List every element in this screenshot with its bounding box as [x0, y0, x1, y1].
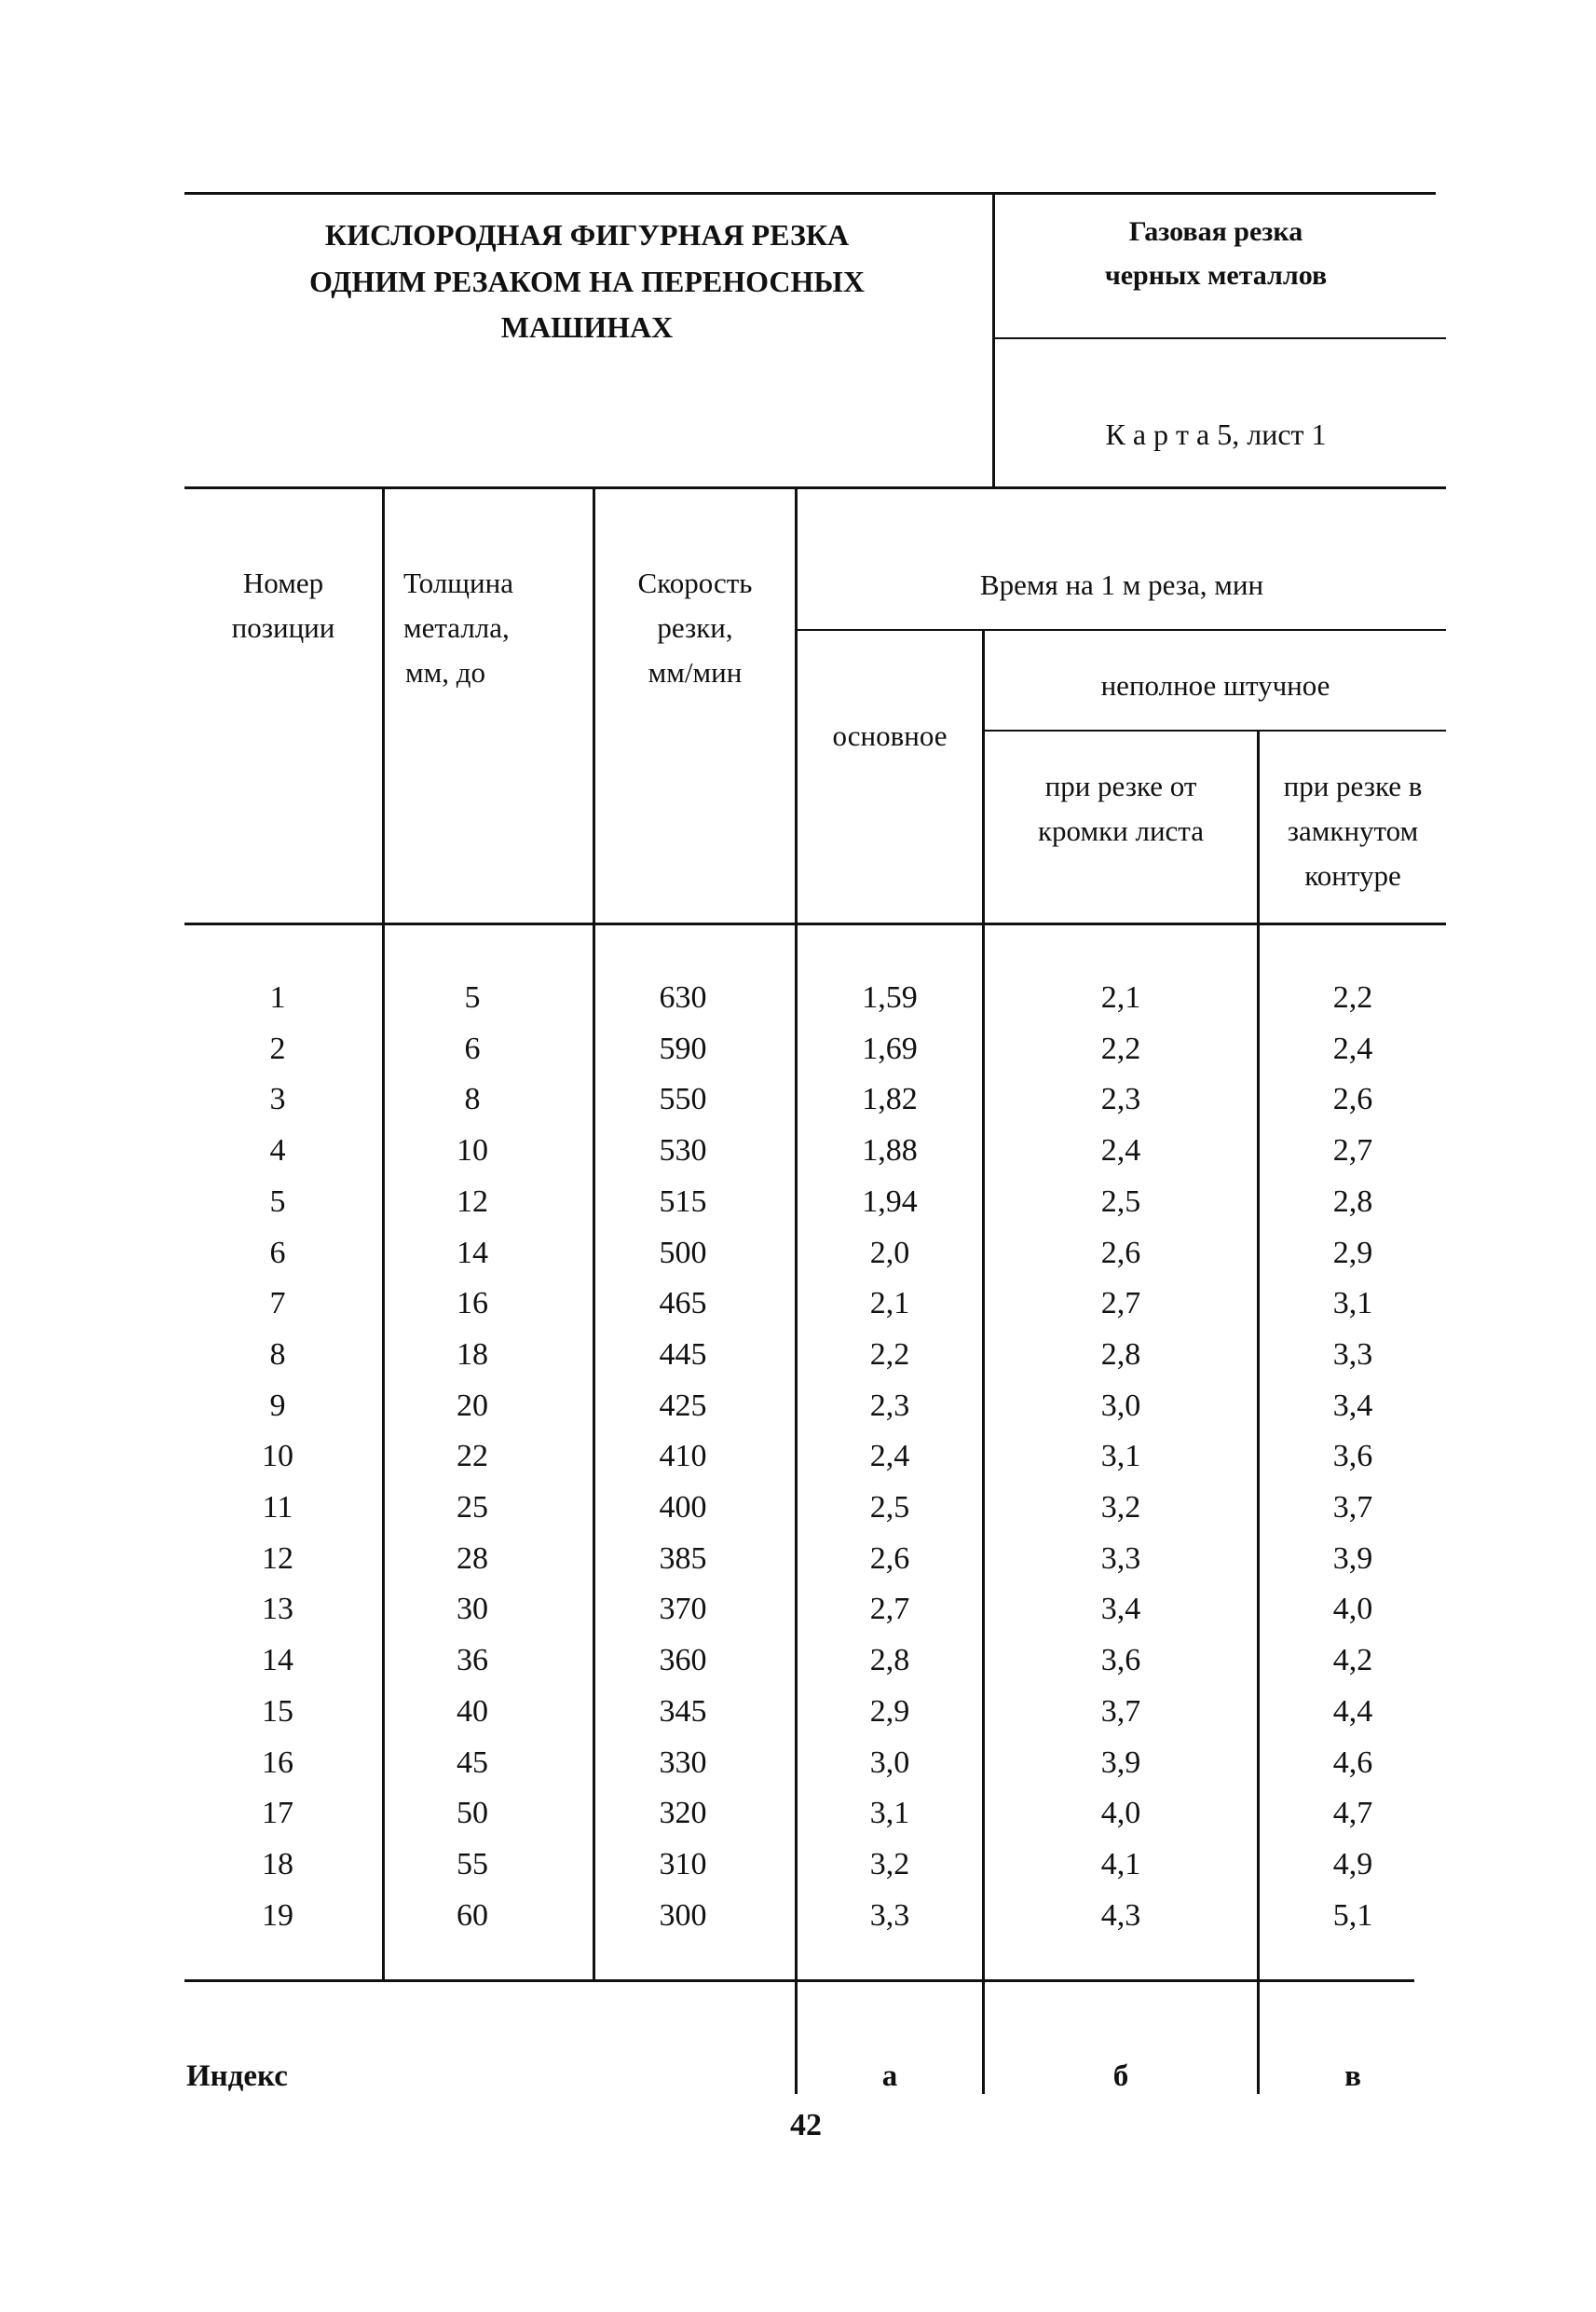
table-cell-c: 5,1: [1332, 1898, 1373, 1933]
table-cell-a: 3,3: [869, 1898, 910, 1933]
table-cell-c: 2,7: [1332, 1133, 1373, 1168]
table-cell-a: 1,69: [862, 1032, 918, 1066]
table-cell-v: 500: [659, 1236, 707, 1270]
table-cell-v: 465: [659, 1286, 707, 1320]
table-cell-n: 7: [269, 1286, 286, 1320]
table-cell-a: 1,82: [862, 1082, 918, 1116]
table-cell-v: 310: [659, 1847, 707, 1881]
table-cell-a: 3,0: [869, 1745, 910, 1780]
table-cell-a: 2,9: [869, 1694, 910, 1729]
table-cell-t: 16: [457, 1286, 488, 1320]
table-cell-n: 17: [262, 1796, 293, 1830]
col-closed-line-1: при резке в: [1283, 770, 1423, 802]
table-cell-t: 8: [464, 1082, 481, 1116]
table-cell-c: 2,6: [1332, 1082, 1373, 1116]
col-speed-line-1: Скорость: [637, 567, 753, 599]
table-cell-v: 425: [659, 1389, 707, 1423]
table-row: [0, 1337, 1596, 1389]
table-cell-a: 3,1: [869, 1796, 910, 1830]
column-header-edge: [985, 764, 1257, 854]
title-line-1: КИСЛОРОДНАЯ ФИГУРНАЯ РЕЗКА: [324, 218, 850, 252]
table-cell-a: 3,2: [869, 1847, 910, 1881]
table-cell-c: 2,4: [1332, 1032, 1373, 1066]
table-row: [0, 980, 1596, 1032]
table-cell-v: 630: [659, 980, 707, 1015]
table-cell-n: 12: [262, 1541, 293, 1576]
table-row: [0, 1490, 1596, 1541]
col-position-line-1: Номер: [242, 567, 324, 599]
table-cell-b: 4,3: [1100, 1898, 1141, 1933]
table-cell-n: 4: [269, 1133, 286, 1168]
table-cell-t: 18: [457, 1337, 488, 1372]
table-cell-n: 18: [262, 1847, 293, 1881]
table-cell-c: 3,9: [1332, 1541, 1373, 1576]
table-cell-b: 2,3: [1100, 1082, 1141, 1116]
table-cell-b: 3,6: [1100, 1643, 1141, 1677]
table-cell-a: 2,0: [869, 1236, 910, 1270]
card-number: К а р т а 5, лист 1: [1105, 417, 1327, 451]
table-cell-n: 2: [269, 1032, 286, 1066]
table-cell-n: 5: [269, 1184, 286, 1219]
column-header-incomplete: неполное штучное: [1100, 669, 1330, 702]
page-number: 42: [790, 2108, 822, 2142]
table-cell-c: 2,9: [1332, 1236, 1373, 1270]
table-cell-b: 3,9: [1100, 1745, 1141, 1780]
table-cell-b: 2,8: [1100, 1337, 1141, 1372]
table-cell-v: 445: [659, 1337, 707, 1372]
table-cell-v: 300: [659, 1898, 707, 1933]
table-cell-n: 14: [262, 1643, 293, 1677]
section-name: [997, 211, 1435, 297]
table-cell-c: 3,4: [1332, 1389, 1373, 1423]
table-cell-a: 2,7: [869, 1592, 910, 1626]
col-speed-line-2: резки,: [657, 611, 733, 645]
table-cell-b: 4,0: [1100, 1796, 1141, 1830]
incomplete-header-rule: [982, 730, 1446, 732]
table-cell-a: 2,3: [869, 1389, 910, 1423]
title-line-2: ОДНИМ РЕЗАКОМ НА ПЕРЕНОСНЫХ: [309, 264, 865, 298]
table-cell-c: 4,6: [1332, 1745, 1373, 1780]
table-cell-b: 2,1: [1100, 980, 1141, 1015]
table-cell-b: 3,7: [1100, 1694, 1141, 1729]
col-thickness-line-1: Толщина: [403, 567, 513, 599]
table-row: [0, 1184, 1596, 1236]
table-cell-c: 4,4: [1332, 1694, 1373, 1729]
header-bottom-rule: [184, 486, 1446, 489]
table-cell-c: 4,2: [1332, 1643, 1373, 1677]
column-header-thickness: [385, 561, 579, 695]
table-cell-n: 19: [262, 1898, 293, 1933]
header-divider: [992, 192, 995, 488]
table-cell-t: 30: [457, 1592, 488, 1626]
table-cell-c: 3,6: [1332, 1439, 1373, 1473]
table-cell-v: 590: [659, 1032, 707, 1066]
col-speed-line-3: мм/мин: [648, 656, 743, 690]
table-cell-n: 13: [262, 1592, 293, 1626]
table-cell-b: 3,0: [1100, 1389, 1141, 1423]
table-cell-n: 16: [262, 1745, 293, 1780]
table-cell-n: 3: [269, 1082, 286, 1116]
table-cell-c: 4,7: [1332, 1796, 1373, 1830]
table-cell-t: 6: [464, 1032, 481, 1066]
table-cell-t: 45: [457, 1745, 488, 1780]
table-cell-v: 330: [659, 1745, 707, 1780]
table-cell-v: 320: [659, 1796, 707, 1830]
table-row: [0, 1236, 1596, 1287]
table-cell-t: 60: [457, 1898, 488, 1933]
table-cell-c: 2,8: [1332, 1184, 1373, 1219]
table-cell-a: 1,88: [862, 1133, 918, 1168]
table-cell-t: 50: [457, 1796, 488, 1830]
column-header-speed: [595, 561, 795, 695]
table-cell-t: 36: [457, 1643, 488, 1677]
table-cell-b: 3,1: [1100, 1439, 1141, 1473]
col-closed-line-3: контуре: [1304, 859, 1401, 893]
table-row: [0, 1286, 1596, 1337]
table-cell-v: 400: [659, 1490, 707, 1525]
table-row: [0, 1541, 1596, 1593]
col-edge-line-2: кромки листа: [1038, 814, 1204, 848]
table-cell-t: 28: [457, 1541, 488, 1576]
table-row: [0, 1439, 1596, 1490]
col-position-line-2: позиции: [231, 611, 335, 645]
col-edge-line-1: при резке от: [1044, 770, 1197, 802]
table-cell-a: 2,6: [869, 1541, 910, 1576]
table-cell-n: 6: [269, 1236, 286, 1270]
table-cell-b: 2,7: [1100, 1286, 1141, 1320]
section-card-rule: [992, 337, 1446, 339]
table-cell-t: 5: [464, 980, 481, 1015]
table-row: [0, 1694, 1596, 1745]
table-cell-n: 1: [269, 980, 286, 1015]
table-cell-b: 2,6: [1100, 1236, 1141, 1270]
table-header-bottom-rule: [184, 923, 1446, 925]
table-cell-c: 2,2: [1332, 980, 1373, 1015]
table-cell-b: 3,2: [1100, 1490, 1141, 1525]
table-cell-b: 3,3: [1100, 1541, 1141, 1576]
table-cell-t: 14: [457, 1236, 488, 1270]
table-cell-b: 2,2: [1100, 1032, 1141, 1066]
column-header-closed: [1260, 764, 1446, 898]
column-header-time: Время на 1 м реза, мин: [979, 568, 1264, 601]
table-cell-a: 1,94: [862, 1184, 918, 1219]
table-row: [0, 1898, 1596, 1949]
table-cell-v: 370: [659, 1592, 707, 1626]
col-thickness-line-3: мм, до: [405, 656, 486, 690]
table-cell-n: 11: [262, 1490, 293, 1525]
table-cell-c: 3,3: [1332, 1337, 1373, 1372]
table-row: [0, 1389, 1596, 1440]
table-cell-t: 25: [457, 1490, 488, 1525]
table-cell-a: 2,5: [869, 1490, 910, 1525]
table-cell-v: 345: [659, 1694, 707, 1729]
table-cell-n: 10: [262, 1439, 293, 1473]
table-row: [0, 1847, 1596, 1898]
table-cell-a: 2,8: [869, 1643, 910, 1677]
title-line-3: МАШИНАХ: [500, 310, 674, 345]
time-header-rule: [795, 629, 1446, 631]
table-cell-t: 10: [457, 1133, 488, 1168]
table-cell-c: 3,7: [1332, 1490, 1373, 1525]
document-title: [186, 212, 988, 351]
table-cell-a: 1,59: [862, 980, 918, 1015]
column-header-basic: основное: [832, 719, 948, 752]
table-cell-a: 2,2: [869, 1337, 910, 1372]
index-value-c: в: [1344, 2059, 1361, 2093]
col-thickness-line-2: металла,: [403, 611, 510, 645]
table-cell-c: 3,1: [1332, 1286, 1373, 1320]
table-cell-v: 360: [659, 1643, 707, 1677]
index-label: Индекс: [186, 2059, 288, 2093]
table-cell-n: 9: [269, 1389, 286, 1423]
table-cell-v: 550: [659, 1082, 707, 1116]
table-row: [0, 1032, 1596, 1083]
section-line-2: черных металлов: [1104, 259, 1328, 291]
table-cell-v: 385: [659, 1541, 707, 1576]
table-cell-t: 40: [457, 1694, 488, 1729]
table-row: [0, 1796, 1596, 1847]
section-line-1: Газовая резка: [1128, 216, 1303, 247]
table-row: [0, 1643, 1596, 1694]
table-row: [0, 1592, 1596, 1643]
table-cell-n: 15: [262, 1694, 293, 1729]
table-cell-v: 410: [659, 1439, 707, 1473]
table-cell-v: 530: [659, 1133, 707, 1168]
index-value-a: а: [881, 2059, 898, 2093]
table-bottom-rule: [184, 1979, 1414, 1982]
index-value-b: б: [1112, 2059, 1129, 2093]
table-cell-a: 2,4: [869, 1439, 910, 1473]
table-cell-a: 2,1: [869, 1286, 910, 1320]
table-row: [0, 1133, 1596, 1184]
table-cell-c: 4,0: [1332, 1592, 1373, 1626]
column-header-position: [184, 561, 382, 650]
table-row: [0, 1745, 1596, 1797]
table-cell-t: 12: [457, 1184, 488, 1219]
table-cell-t: 55: [457, 1847, 488, 1881]
table-cell-c: 4,9: [1332, 1847, 1373, 1881]
table-cell-t: 20: [457, 1389, 488, 1423]
table-row: [0, 1082, 1596, 1133]
table-cell-n: 8: [269, 1337, 286, 1372]
col-closed-line-2: замкнутом: [1287, 814, 1419, 848]
table-cell-b: 4,1: [1100, 1847, 1141, 1881]
header-top-rule: [184, 192, 1436, 195]
table-cell-v: 515: [659, 1184, 707, 1219]
table-cell-t: 22: [457, 1439, 488, 1473]
table-cell-b: 2,4: [1100, 1133, 1141, 1168]
table-cell-b: 3,4: [1100, 1592, 1141, 1626]
table-cell-b: 2,5: [1100, 1184, 1141, 1219]
